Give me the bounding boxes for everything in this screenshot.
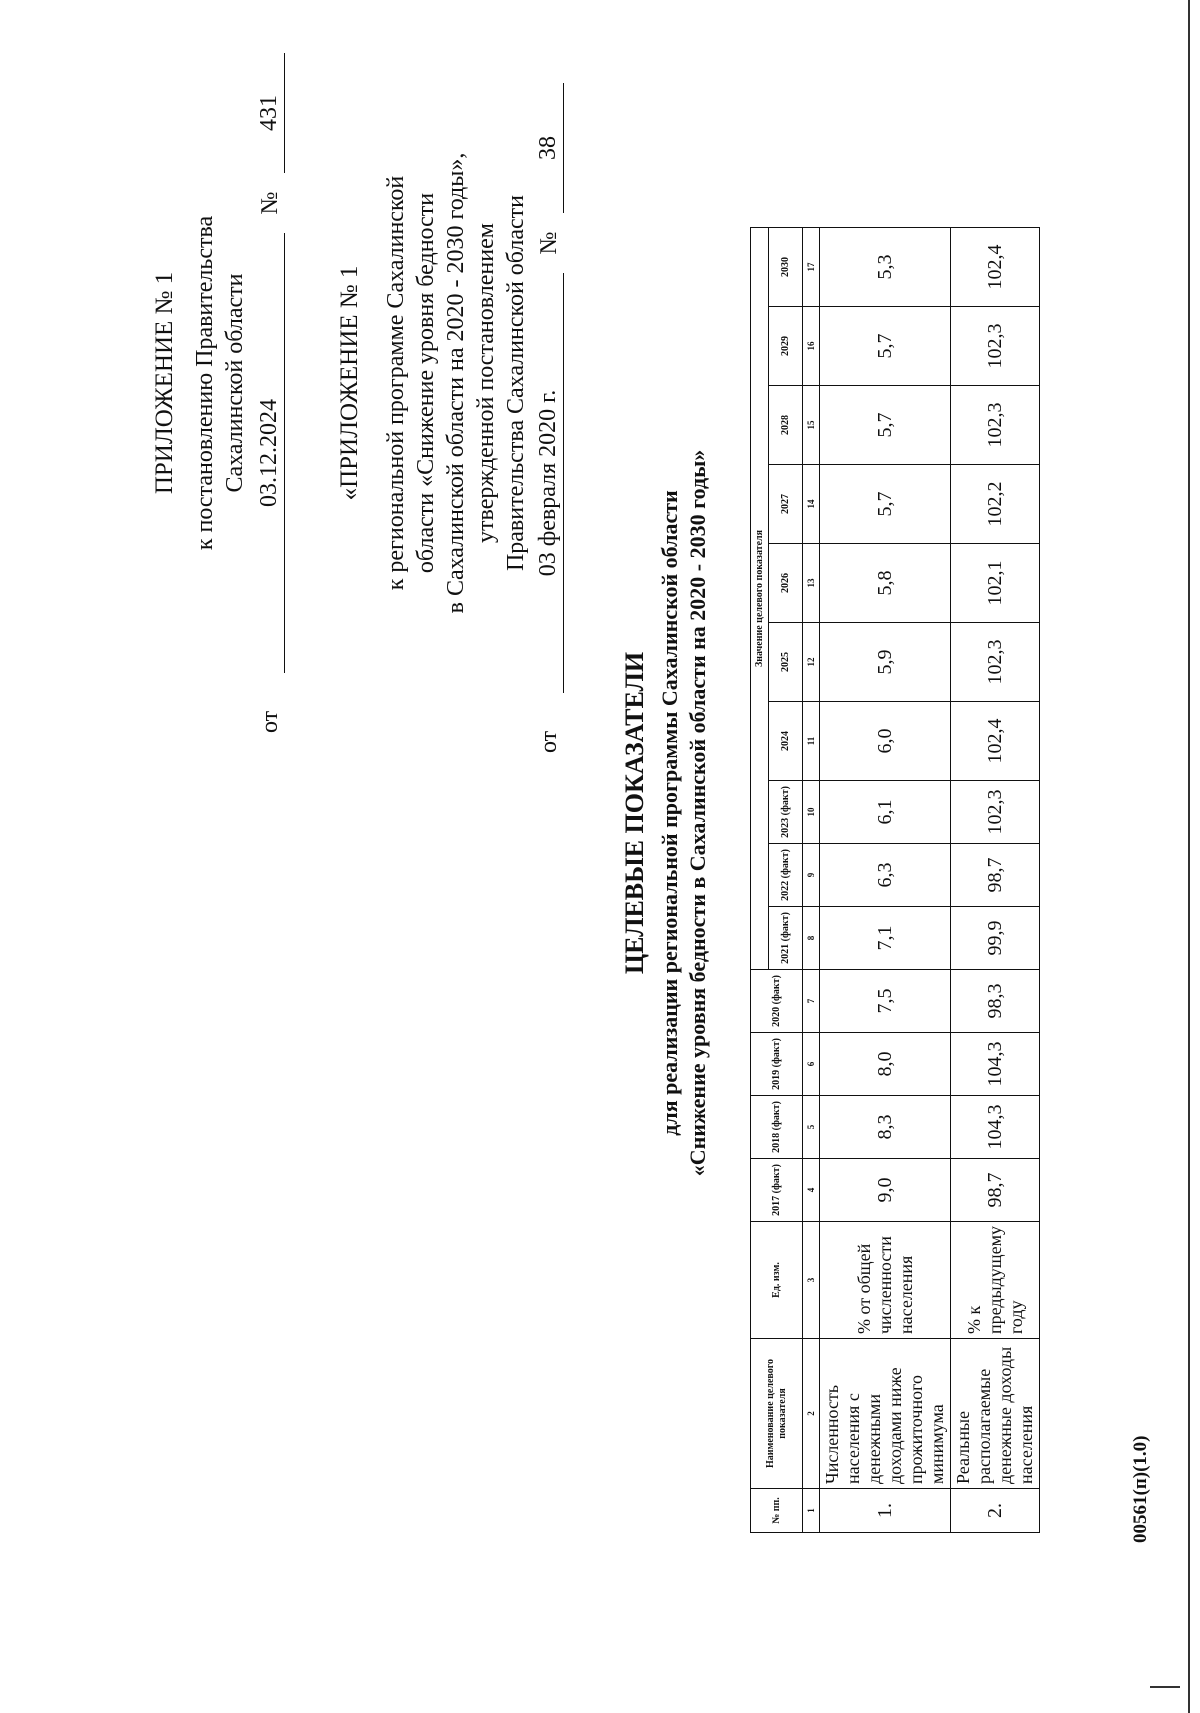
- row-value: 104,3: [951, 1032, 1040, 1095]
- program-from-label: от: [536, 730, 562, 753]
- approval-number: 431: [254, 53, 285, 173]
- page-subtitle-1: для реализации региональной программы Сахалинской области: [657, 490, 682, 1136]
- approval-line-2: Сахалинской области: [222, 273, 248, 493]
- col-number: 7: [803, 969, 820, 1032]
- approval-line-1: к постановлению Правительства: [192, 215, 218, 551]
- row-value: 5,8: [820, 543, 951, 622]
- row-value: 98,3: [951, 969, 1040, 1032]
- col-number: 8: [803, 906, 820, 969]
- header-year-2028: 2028: [769, 385, 803, 464]
- header-year-2027: 2027: [769, 464, 803, 543]
- header-group-values: Значение целевого показателя: [751, 227, 769, 969]
- header-row-1: [751, 227, 769, 1532]
- col-number: 14: [803, 464, 820, 543]
- row-value: 7,5: [820, 969, 951, 1032]
- row-value: 102,3: [951, 306, 1040, 385]
- col-number: 2: [803, 1339, 820, 1489]
- row-value: 5,7: [820, 464, 951, 543]
- header-year-2024: 2024: [769, 701, 803, 780]
- col-number: 4: [803, 1158, 820, 1221]
- col-number: 5: [803, 1095, 820, 1158]
- approval-date: 03.12.2024: [254, 233, 285, 673]
- program-appendix-title: «ПРИЛОЖЕНИЕ № 1: [336, 265, 363, 501]
- program-appendix-line-5: Правительства Сахалинской области: [503, 194, 529, 572]
- header-name: Наименование целевого показателя: [751, 1339, 803, 1489]
- row-value: 98,7: [951, 843, 1040, 906]
- row-value: 6,1: [820, 780, 951, 843]
- col-number: 9: [803, 843, 820, 906]
- header-num: № пп.: [751, 1489, 803, 1533]
- row-value: 104,3: [951, 1095, 1040, 1158]
- document-code: 00561(п)(1.0): [1130, 1435, 1151, 1543]
- header-year-2029: 2029: [769, 306, 803, 385]
- header-year-2018: 2018 (факт): [751, 1095, 803, 1158]
- row-value: 8,3: [820, 1095, 951, 1158]
- program-no-label: №: [536, 231, 562, 255]
- program-appendix-date-row: [533, 13, 564, 753]
- row-value: 102,3: [951, 385, 1040, 464]
- row-num: 2.: [951, 1489, 1040, 1533]
- table-heading: [620, 213, 712, 1413]
- approval-date-row: [254, 33, 285, 733]
- approval-from-label: от: [257, 710, 283, 733]
- page-subtitle-2: «Снижение уровня бедности в Сахалинской области на 2020 - 2030 годы»: [685, 449, 710, 1177]
- col-number: 13: [803, 543, 820, 622]
- row-value: 98,7: [951, 1158, 1040, 1221]
- header-year-2017: 2017 (факт): [751, 1158, 803, 1221]
- header-year-2022: 2022 (факт): [769, 843, 803, 906]
- row-value: 5,7: [820, 385, 951, 464]
- program-appendix-line-2: области «Снижение уровня бедности: [413, 192, 439, 574]
- approval-block: [150, 33, 285, 733]
- row-value: 99,9: [951, 906, 1040, 969]
- row-value: 6,3: [820, 843, 951, 906]
- header-year-2020: 2020 (факт): [751, 969, 803, 1032]
- page-title: ЦЕЛЕВЫЕ ПОКАЗАТЕЛИ: [620, 651, 649, 975]
- approval-title: ПРИЛОЖЕНИЕ № 1: [151, 271, 178, 495]
- header-year-2030: 2030: [769, 227, 803, 306]
- header-year-2019: 2019 (факт): [751, 1032, 803, 1095]
- row-indicator-name: Численность населения с денежными доходами ниже прожиточного минимума: [820, 1339, 951, 1489]
- program-appendix-block: [335, 13, 564, 753]
- row-value: 7,1: [820, 906, 951, 969]
- row-value: 5,3: [820, 227, 951, 306]
- col-number: 17: [803, 227, 820, 306]
- col-number: 16: [803, 306, 820, 385]
- row-value: 5,7: [820, 306, 951, 385]
- col-number: 12: [803, 622, 820, 701]
- table-row: [951, 227, 1040, 1532]
- col-number: 10: [803, 780, 820, 843]
- row-value: 9,0: [820, 1158, 951, 1221]
- target-indicators-table: [750, 227, 1040, 1533]
- row-unit: % от общей численности населения: [820, 1221, 951, 1338]
- program-appendix-line-1: к региональной программе Сахалинской: [383, 175, 409, 591]
- header-year-2026: 2026: [769, 543, 803, 622]
- row-value: 102,3: [951, 622, 1040, 701]
- column-number-row: [803, 227, 820, 1532]
- program-appendix-line-4: утвержденной постановлением: [473, 223, 499, 543]
- header-year-2025: 2025: [769, 622, 803, 701]
- row-unit: % к предыдущему году: [951, 1221, 1040, 1338]
- row-value: 102,1: [951, 543, 1040, 622]
- page-edge-line: [1188, 0, 1190, 1713]
- row-value: 6,0: [820, 701, 951, 780]
- col-number: 3: [803, 1221, 820, 1338]
- row-value: 5,9: [820, 622, 951, 701]
- col-number: 6: [803, 1032, 820, 1095]
- header-year-2023: 2023 (факт): [769, 780, 803, 843]
- row-num: 1.: [820, 1489, 951, 1533]
- program-date: 03 февраля 2020 г.: [533, 273, 564, 693]
- row-indicator-name: Реальные располагаемые денежные доходы населения: [951, 1339, 1040, 1489]
- row-value: 102,2: [951, 464, 1040, 543]
- col-number: 1: [803, 1489, 820, 1533]
- col-number: 15: [803, 385, 820, 464]
- edge-mark: [1150, 1686, 1180, 1688]
- approval-no-label: №: [257, 191, 283, 215]
- row-value: 102,4: [951, 227, 1040, 306]
- header-year-2021: 2021 (факт): [769, 906, 803, 969]
- row-value: 102,3: [951, 780, 1040, 843]
- program-number: 38: [533, 83, 564, 213]
- row-value: 8,0: [820, 1032, 951, 1095]
- row-value: 102,4: [951, 701, 1040, 780]
- header-unit: Ед. изм.: [751, 1221, 803, 1338]
- col-number: 11: [803, 701, 820, 780]
- program-appendix-line-3: в Сахалинской области на 2020 - 2030 годы»,: [443, 152, 469, 614]
- table-row: [820, 227, 951, 1532]
